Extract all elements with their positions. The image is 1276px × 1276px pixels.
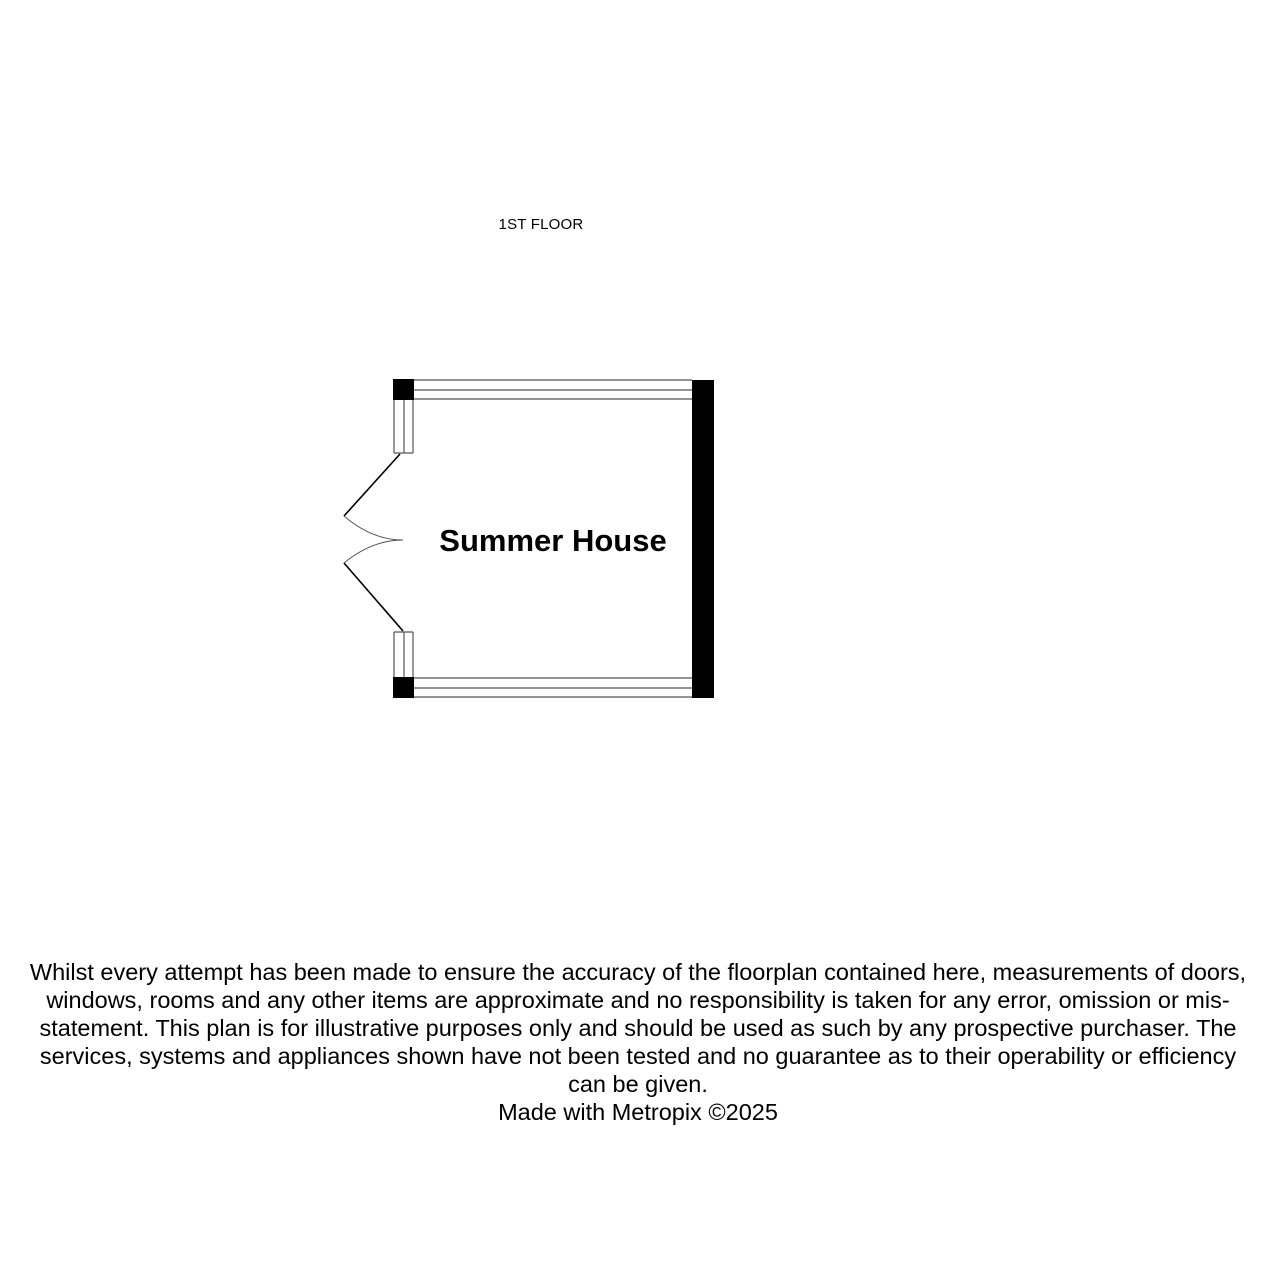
disclaimer-credit: Made with Metropix ©2025 — [498, 1099, 778, 1125]
top-window — [414, 380, 692, 399]
double-door — [344, 454, 403, 631]
door-swing-lower — [344, 540, 403, 563]
left-upper-window — [394, 400, 413, 453]
room-label-summer-house: Summer House — [439, 523, 667, 558]
corner-post-top-left — [393, 379, 414, 400]
left-lower-window — [394, 632, 413, 677]
door-swing-upper — [344, 516, 403, 540]
disclaimer-text: Whilst every attempt has been made to ensure the accuracy of the floorplan contained here, measurements of doors, windows, rooms and any other items are approximate and no responsibility is taken for any error, omission or mis-statement. This plan is for illustrative purposes only and should be used as such by any prospective purchaser. The services, systems and appliances shown have not been tested and no guarantee as to their operability or efficiency can be given. — [29, 959, 1247, 1097]
door-leaf-upper — [344, 454, 400, 516]
right-wall — [692, 380, 714, 698]
floor-label: 1ST FLOOR — [498, 216, 584, 233]
door-leaf-lower — [344, 563, 403, 631]
bottom-window — [414, 678, 692, 697]
disclaimer — [20, 958, 1256, 1126]
corner-post-bottom-left — [393, 677, 414, 698]
